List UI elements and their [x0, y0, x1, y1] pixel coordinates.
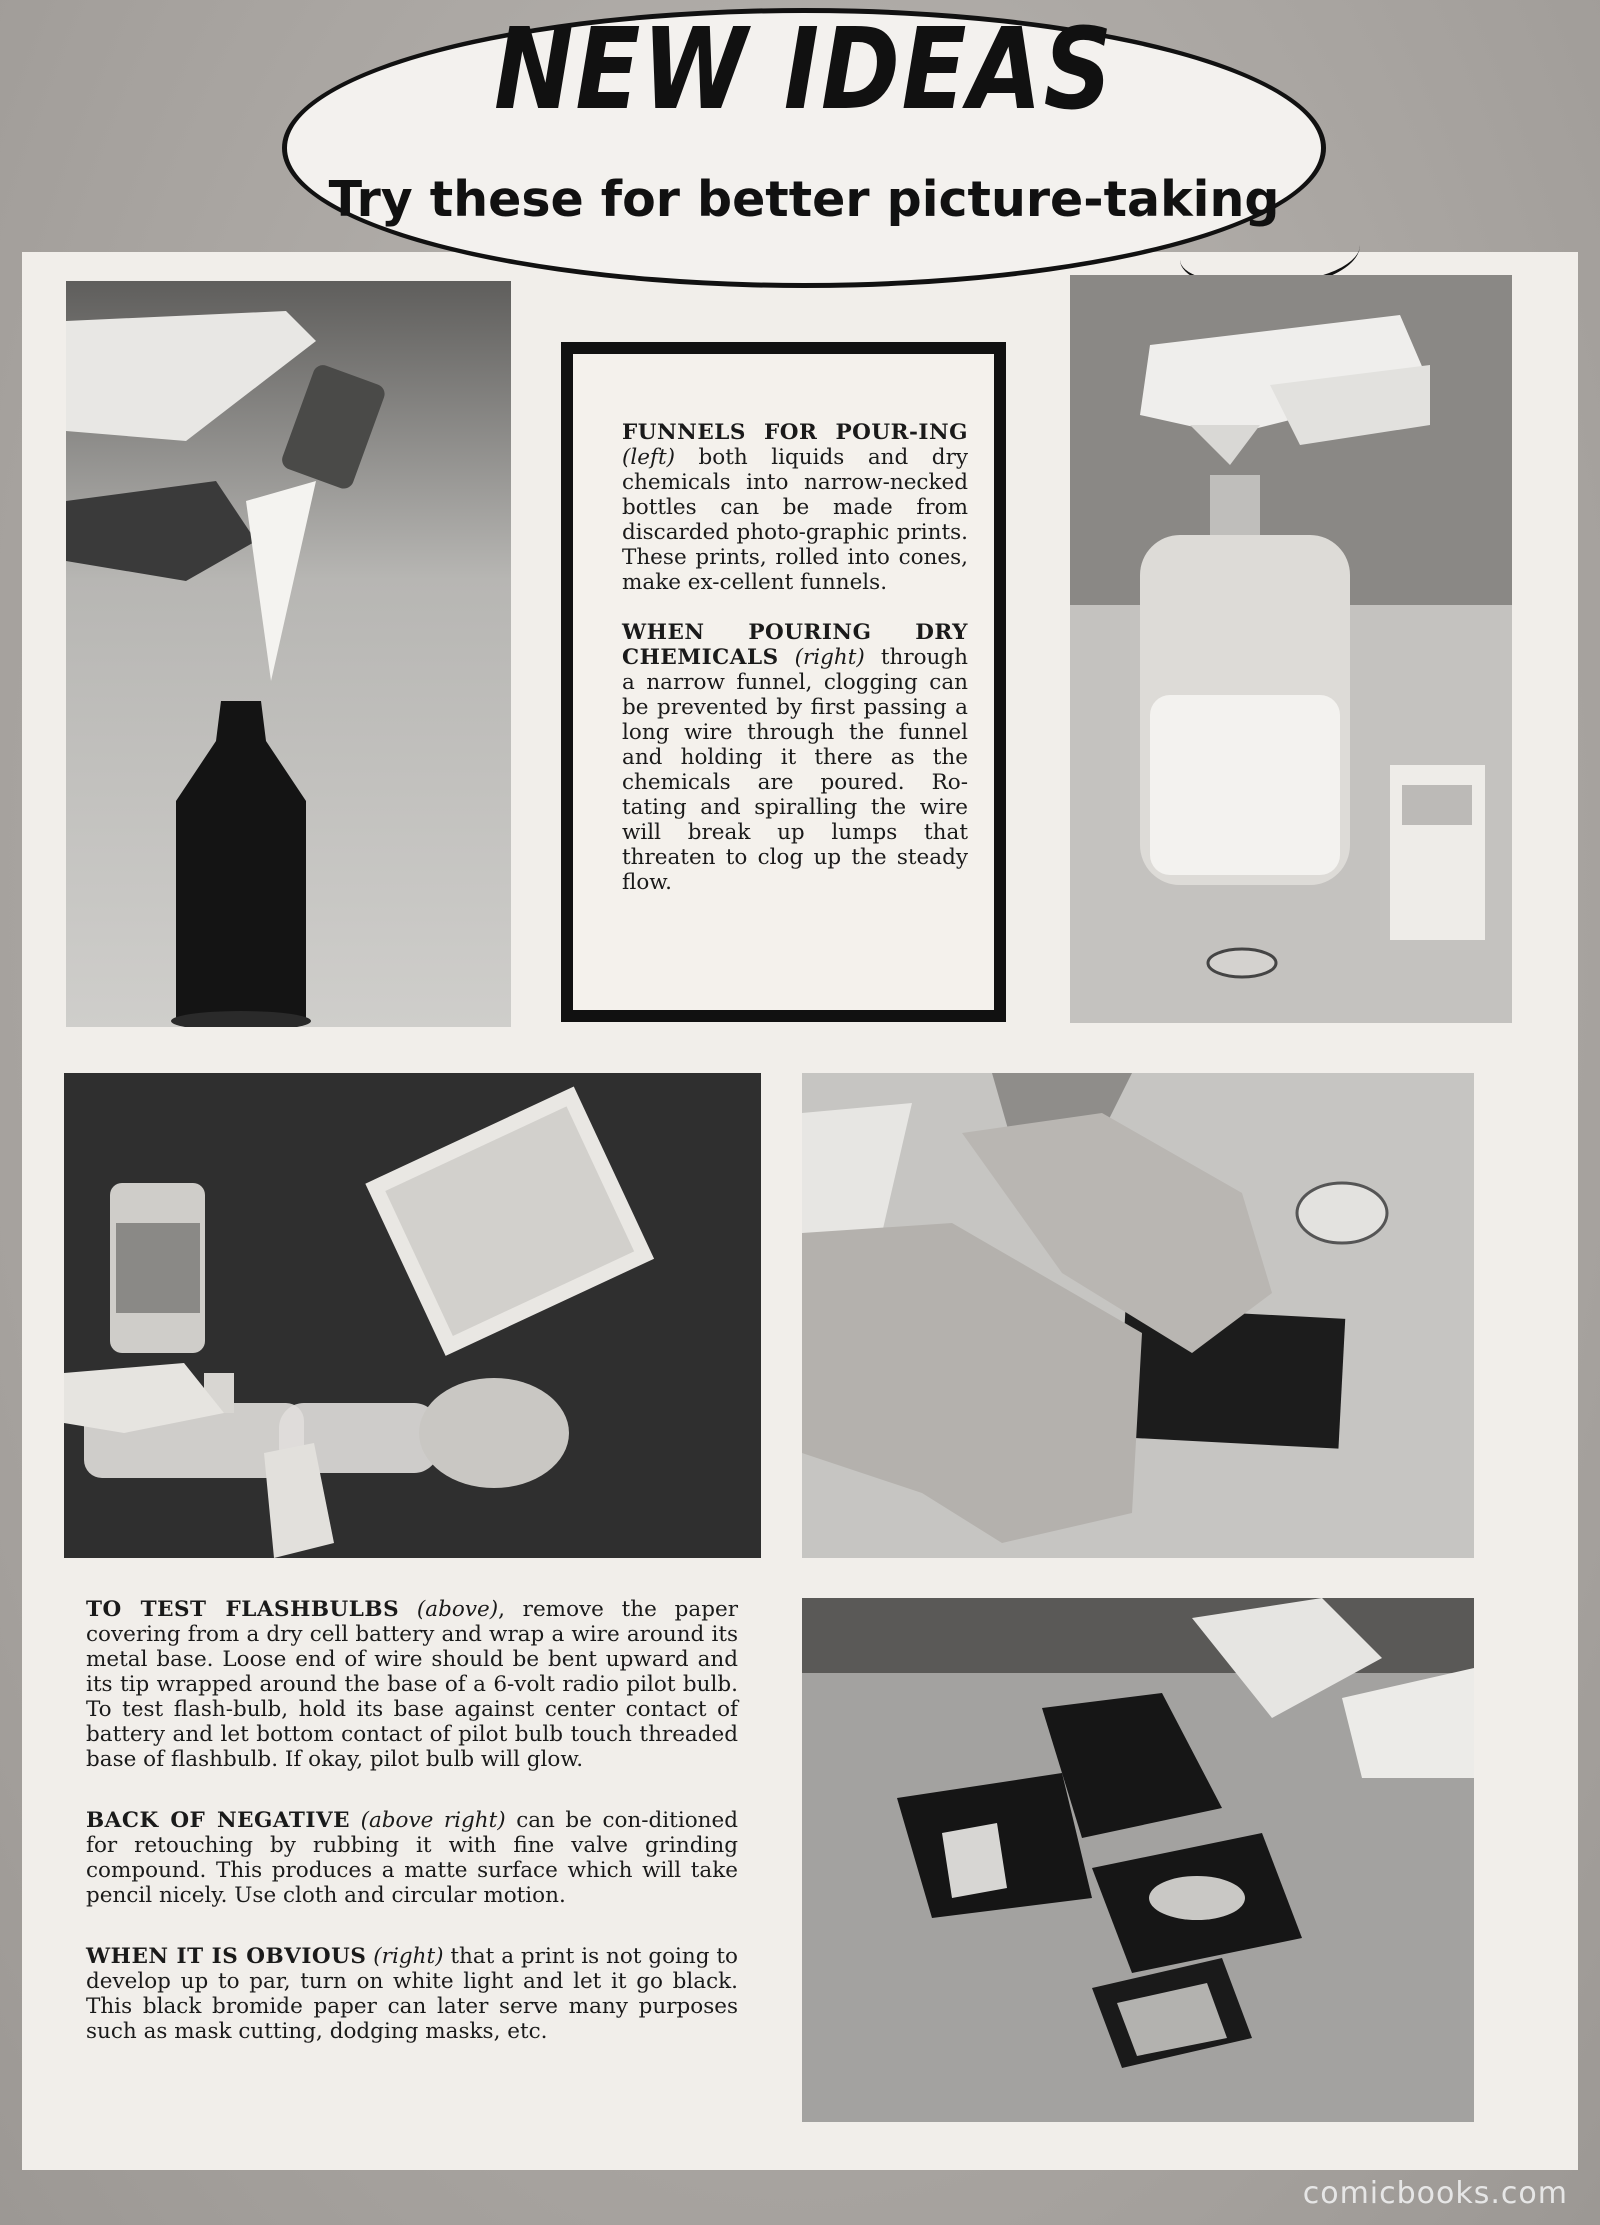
obvious-paragraph — [86, 1944, 738, 2044]
dry-chemicals-body: through a narrow funnel, clogging can be prevented by first passing a long wire through the funnel and holding it there as the chemicals are poured. Ro-tating and spiralling the wire will break up lumps that threaten to clog up the steady flow. — [622, 645, 968, 895]
photo-negative-retouching — [802, 1073, 1474, 1558]
obvious-lead: WHEN IT IS OBVIOUS — [86, 1944, 367, 1969]
site-watermark: comicbooks.com — [1302, 2176, 1568, 2211]
negative-paragraph — [86, 1808, 738, 1908]
funnel-tips-textbox — [561, 342, 1006, 1022]
dry-chemicals-ref: (right) — [794, 645, 865, 670]
flashbulbs-body: , remove the paper covering from a dry cell battery and wrap a wire around its metal base. Loose end of wire should be bent upward and its tip wrapped around the base of a 6-volt radio pilot bulb. To test flash-bulb, hold its base against center contact of battery and let bottom contact of pilot bulb touch threaded base of flashbulb. If okay, pilot bulb will glow. — [86, 1597, 738, 1772]
photo-dodging-masks — [802, 1598, 1474, 2122]
negative-body: can be con-ditioned for retouching by rubbing it with fine valve grinding compound. This produces a matte surface which will take pencil nicely. Use cloth and circular motion. — [86, 1808, 738, 1908]
photo-flashbulb-test — [64, 1073, 761, 1558]
funnels-ref: (left) — [622, 445, 675, 470]
dry-chemicals-lead: WHEN POURING DRY CHEMICALS — [622, 620, 968, 670]
negative-lead: BACK OF NEGATIVE — [86, 1808, 351, 1833]
flashbulbs-lead: TO TEST FLASHBULBS — [86, 1597, 400, 1622]
negative-ref: (above right) — [360, 1808, 506, 1833]
flashbulbs-ref: (above) — [416, 1597, 499, 1622]
obvious-body: that a print is not going to develop up to par, turn on white light and let it go black. This black bromide paper can later serve many purposes such as mask cutting, dodging masks, etc. — [86, 1944, 738, 2044]
flashbulbs-paragraph — [86, 1597, 738, 1772]
funnels-body: both liquids and dry chemicals into narrow-necked bottles can be made from discarded photo-graphic prints. These prints, rolled into cones, make ex-cellent funnels. — [622, 445, 968, 595]
tips-text-column — [86, 1597, 738, 2080]
page-subtitle: Try these for better picture-taking — [328, 171, 1280, 228]
obvious-ref: (right) — [373, 1944, 444, 1969]
photo-glass-funnel-jar — [1070, 275, 1512, 1023]
funnels-paragraph — [622, 420, 968, 595]
funnels-lead: FUNNELS FOR POUR-ING — [622, 420, 968, 445]
photo-paper-funnel-bottle — [66, 281, 511, 1027]
page-title: NEW IDEAS — [494, 5, 1114, 135]
dry-chemicals-paragraph — [622, 620, 968, 895]
